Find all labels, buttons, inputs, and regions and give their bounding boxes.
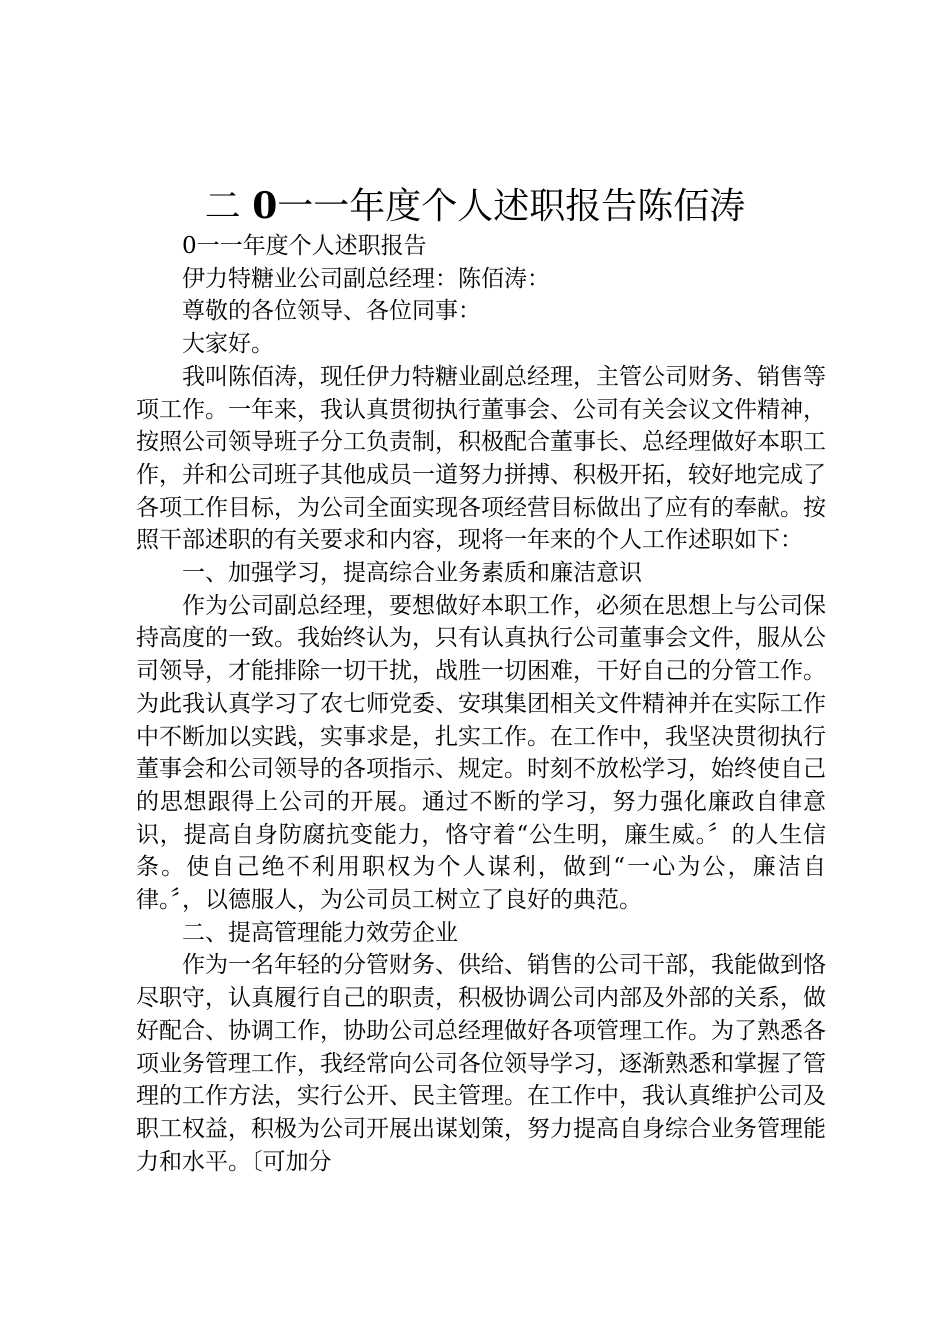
section-heading-1: 一、加强学习，提高综合业务素质和廉洁意识 [182, 560, 642, 587]
report-subtitle: 0一一年度个人述职报告 [182, 233, 427, 259]
title-rest: 一一年度个人述职报告陈佰涛 [277, 186, 746, 227]
document-title [0, 178, 950, 235]
section-heading-2: 二、提高管理能力效劳企业 [182, 919, 458, 946]
document-body [136, 230, 826, 1178]
greeting: 大家好。 [182, 331, 274, 358]
title-prefix: 二 [204, 186, 241, 227]
section-2-paragraph: 作为一名年轻的分管财务、供给、销售的公司干部，我能做到恪尽职守，认真履行自己的职责，积极协调公司内部及外部的关系，做好配合、协调工作，协助公司总经理做好各项管理工作。为了熟悉各项业务管理工作，我经常向公司各位领导学习，逐渐熟悉和掌握了管理的工作方法，实行公开、民主管理。在工作中，我认真维护公司及职工权益，积极为公司开展出谋划策，努力提高自身综合业务管理能力和水平。〔可加分 [136, 952, 826, 1175]
author-line: 伊力特糖业公司副总经理：陈佰涛： [182, 265, 550, 292]
title-digit: 0 [252, 185, 278, 227]
salutation: 尊敬的各位领导、各位同事： [182, 298, 481, 325]
intro-paragraph: 我叫陈佰涛，现任伊力特糖业副总经理，主管公司财务、销售等项工作。一年来，我认真贯彻执行董事会、公司有关会议文件精神，按照公司领导班子分工负责制，积极配合董事长、总经理做好本职工作，并和公司班子其他成员一道努力拼搏、积极开拓，较好地完成了各项工作目标，为公司全面实现各项经营目标做出了应有的奉献。按照干部述职的有关要求和内容，现将一年来的个人工作述职如下： [136, 363, 826, 554]
section-1-paragraph: 作为公司副总经理，要想做好本职工作，必须在思想上与公司保持高度的一致。我始终认为，只有认真执行公司董事会文件，服从公司领导，才能排除一切干扰，战胜一切困难，干好自己的分管工作。为此我认真学习了农七师党委、安琪集团相关文件精神并在实际工作中不断加以实践，实事求是，扎实工作。在工作中，我坚决贯彻执行董事会和公司领导的各项指示、规定。时刻不放松学习，始终使自己的思想跟得上公司的开展。通过不断的学习，努力强化廉政自律意识，提高自身防腐抗变能力，恪守着“公生明，廉生威。〞的人生信条。使自己绝不利用职权为个人谋利，做到“一心为公，廉洁自律。〞，以德服人，为公司员工树立了良好的典范。 [136, 592, 826, 914]
